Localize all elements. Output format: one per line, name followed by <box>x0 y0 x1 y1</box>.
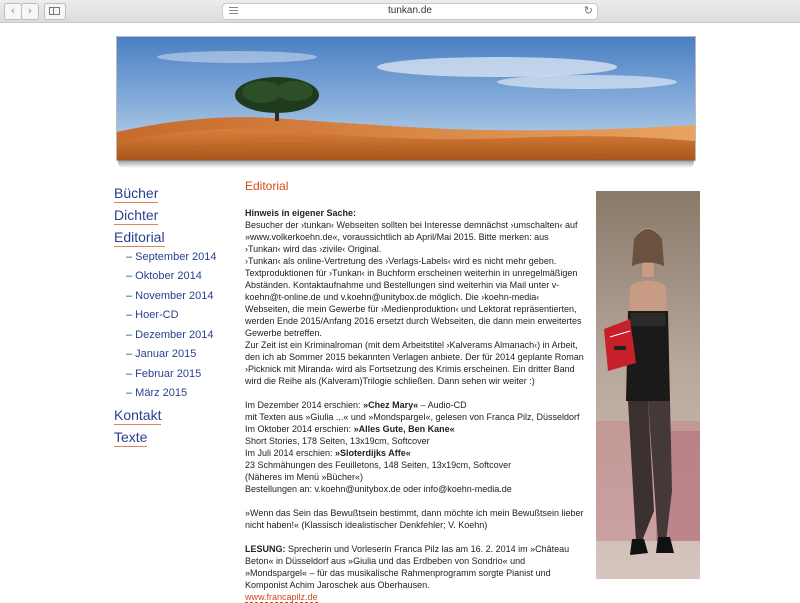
release-october-details: Short Stories, 178 Seiten, 13x19cm, Softcover <box>245 436 430 446</box>
order-info: Bestellungen an: v.koehn@unitybox.de oder info@koehn-media.de <box>245 484 512 494</box>
notice-paragraph-1: Besucher der ›tunkan‹ Webseiten sollten bei Interesse demnächst ›umschalten‹ auf »www.volkerkoehn.de«, voraussichtlich ab April/Mai 2015. Bitte merken: aus ›Tunkan‹ wird das ›zivile‹ Original. <box>245 220 578 254</box>
forward-button[interactable] <box>21 3 39 20</box>
editorial-content <box>245 207 585 603</box>
notice-title: Hinweis in eigener Sache: <box>245 208 357 218</box>
browser-toolbar <box>0 0 800 23</box>
banner-shadow <box>118 160 694 168</box>
header-banner-image <box>116 36 696 161</box>
nav-item-editorial[interactable]: Editorial <box>114 229 165 245</box>
nav-subitem-november-2014[interactable]: – November 2014 <box>126 290 214 302</box>
back-button[interactable] <box>4 3 22 20</box>
nav-subitem-dezember-2014[interactable]: – Dezember 2014 <box>126 329 214 341</box>
nav-subitem-oktober-2014[interactable]: – Oktober 2014 <box>126 270 202 282</box>
nav-item-kontakt[interactable]: Kontakt <box>114 407 162 423</box>
woman-reading-image <box>596 191 700 579</box>
nav-item-buecher[interactable]: Bücher <box>114 185 159 201</box>
nav-subitem-februar-2015[interactable]: – Februar 2015 <box>126 368 202 380</box>
release-july: Im Juli 2014 erschien: »Sloterdijks Affe« <box>245 448 411 458</box>
quote: »Wenn das Sein das Bewußtsein bestimmt, dann möchte ich mein Bewußtsein lieber nicht haben!« (Klassisch idealistischer Denkfehler; V. Koehn) <box>245 508 584 530</box>
address-bar[interactable] <box>222 3 598 20</box>
nav-item-dichter[interactable]: Dichter <box>114 207 159 223</box>
francapilz-link[interactable]: www.francapilz.de <box>245 592 318 602</box>
more-info-note: (Näheres im Menü »Bücher«) <box>245 472 364 482</box>
url-text: tunkan.de <box>388 5 432 16</box>
chevron-left-icon: ‹ <box>10 4 16 17</box>
nav-subitem-maerz-2015[interactable]: – März 2015 <box>126 387 188 399</box>
nav-subitem-hoer-cd[interactable]: – Hoer-CD <box>126 309 179 321</box>
nav-subitem-september-2014[interactable]: – September 2014 <box>126 251 217 263</box>
release-december-details: mit Texten aus »Giulia ...« und »Mondspargel«, gelesen von Franca Pilz, Düsseldorf <box>245 412 580 422</box>
sidebar-icon <box>49 7 60 15</box>
page-title: Editorial <box>245 179 289 193</box>
reading-paragraph: LESUNG: Sprecherin und Vorleserin Franca Pilz las am 16. 2. 2014 im »Château Beton« in Düsseldorf aus »Giulia und das Erdbeben von Sondrio« und »Mondspargel« – für das musikalische Rahmenprogramm sorgte Pianist und Komponist Achim Jaroschek aus Oberhausen. <box>245 544 570 590</box>
chevron-right-icon: › <box>27 4 33 17</box>
sidebar-toggle-button[interactable] <box>44 3 66 20</box>
release-july-details: 23 Schmähungen des Feuilletons, 148 Seiten, 13x19cm, Softcover <box>245 460 512 470</box>
release-december: Im Dezember 2014 erschien: »Chez Mary« – Audio-CD <box>245 400 467 410</box>
nav-item-texte[interactable]: Texte <box>114 429 148 445</box>
reload-icon[interactable]: ↻ <box>583 4 593 17</box>
notice-paragraph-2: ›Tunkan‹ als online-Vertretung des ›Verlags-Labels‹ wird es nicht mehr geben. Textproduktionen für ›Tunkan‹ in Buchform erscheinen weiterhin in unregelmäßigen Abständen. Kontaktaufnahme und Bestellungen sind weiterhin via Mail unter v-koehn@t-online.de und v.koehn@unitybox.de möglich. Die ›koehn-media‹ Webseiten, die mein Gewerbe für ›Medienproduktion‹ und Lektorat repräsentierten, werden Ende 2015/Anfang 2016 ersetzt durch Webseiten, die dann mein erweitertes Gewerbe betreffen. <box>245 256 582 338</box>
release-october: Im Oktober 2014 erschien: »Alles Gute, Ben Kane« <box>245 424 455 434</box>
notice-paragraph-3: Zur Zeit ist ein Kriminalroman (mit dem Arbeitstitel ›Kalverams Almanach‹) in Arbeit, den ich ab Sommer 2015 bekannten Verlagen anbiete. Der für 2014 geplante Roman ›Picknick mit Miranda‹ wird als Fortsetzung des Krimis erscheinen. Ein dritter Band wird die Reihe als (Kalveram)Trilogie schließen. Dann sehen wir weiter :) <box>245 340 584 386</box>
nav-subitem-januar-2015[interactable]: – Januar 2015 <box>126 348 197 360</box>
